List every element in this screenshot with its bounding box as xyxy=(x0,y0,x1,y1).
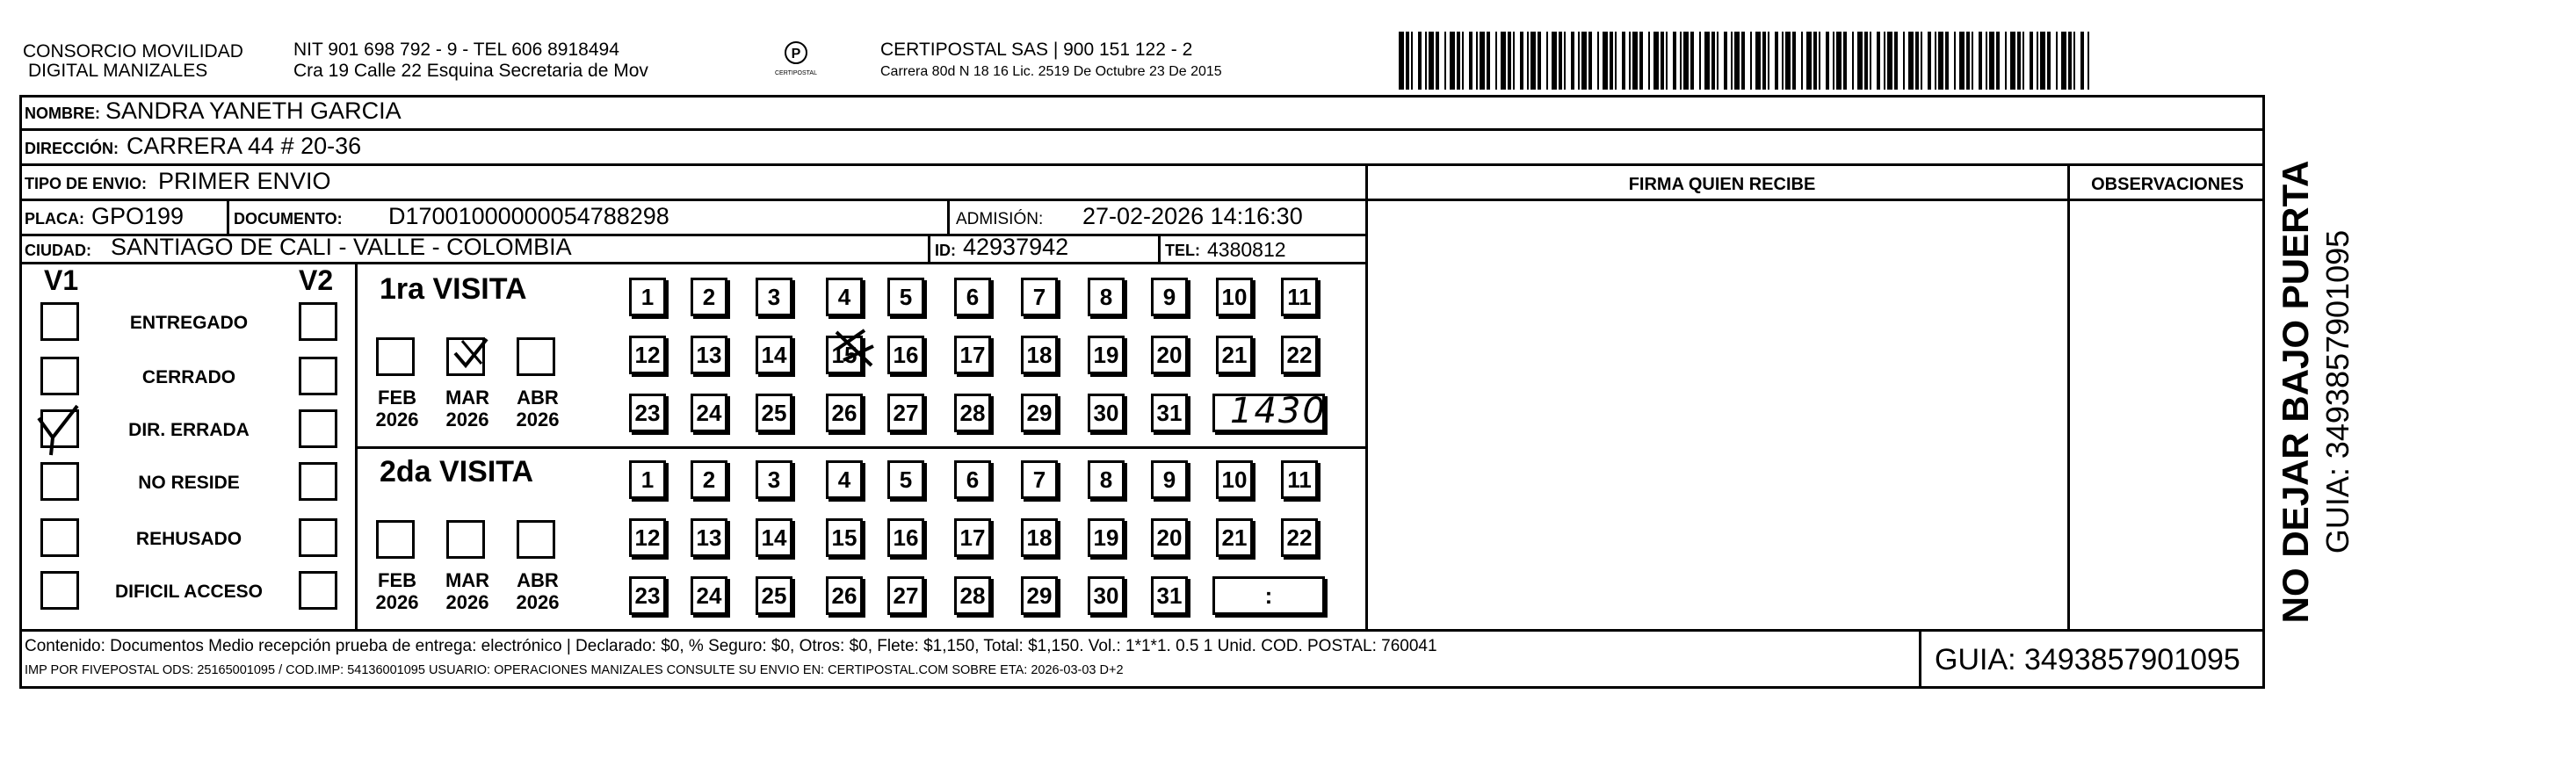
documento-value: D17001000000054788298 xyxy=(388,203,669,229)
v1-checkbox[interactable] xyxy=(40,462,79,501)
v2-checkbox[interactable] xyxy=(299,462,337,501)
second-visit-day-box[interactable]: 18 xyxy=(1021,518,1058,557)
first-visit-month-checkbox[interactable] xyxy=(517,337,555,376)
month-year: 2026 xyxy=(516,409,560,431)
first-visit-day-box[interactable]: 27 xyxy=(887,394,924,432)
nombre-label: NOMBRE: xyxy=(25,105,100,122)
second-visit-day-box[interactable]: 17 xyxy=(954,518,991,557)
first-visit-day-box[interactable]: 24 xyxy=(691,394,727,432)
first-visit-day-box[interactable]: 29 xyxy=(1021,394,1058,432)
second-visit-day-box[interactable]: 13 xyxy=(691,518,727,557)
second-visit-day-box[interactable]: 5 xyxy=(887,460,924,499)
first-visit-day-box[interactable]: 22 xyxy=(1281,336,1318,374)
month-name: MAR xyxy=(445,569,490,591)
status-label: CERRADO xyxy=(141,367,236,387)
first-visit-day-box[interactable]: 23 xyxy=(629,394,666,432)
second-visit-day-box[interactable]: 7 xyxy=(1021,460,1058,499)
second-visit-day-box[interactable]: 12 xyxy=(629,518,666,557)
second-visit-time-box[interactable]: : xyxy=(1212,576,1325,615)
first-visit-day-box[interactable]: 31 xyxy=(1151,394,1188,432)
admision-label: ADMISIÓN: xyxy=(956,210,1044,228)
first-visit-month-label xyxy=(503,387,573,431)
address-line: Cra 19 Calle 22 Esquina Secretaria de Mov xyxy=(293,61,648,81)
direccion-value: CARRERA 44 # 20-36 xyxy=(127,133,362,159)
company-name: CONSORCIO MOVILIDAD xyxy=(23,41,243,61)
tipo-envio-label: TIPO DE ENVIO: xyxy=(25,175,148,192)
footer-guia: GUIA: 3493857901095 xyxy=(1935,643,2240,676)
first-visit-day-box[interactable]: 21 xyxy=(1216,336,1253,374)
admision-value: 27-02-2026 14:16:30 xyxy=(1082,203,1303,229)
v1-checkbox[interactable] xyxy=(40,357,79,395)
first-visit-day-box[interactable]: 17 xyxy=(954,336,991,374)
first-visit-title: 1ra VISITA xyxy=(380,272,527,306)
logo-icon xyxy=(770,37,822,90)
second-visit-title: 2da VISITA xyxy=(380,455,534,488)
first-visit-day-box[interactable]: 9 xyxy=(1151,278,1188,316)
status-label: NO RESIDE xyxy=(138,473,240,493)
month-year: 2026 xyxy=(445,591,489,614)
second-visit-month-checkbox[interactable] xyxy=(446,520,485,559)
ciudad-value: SANTIAGO DE CALI - VALLE - COLOMBIA xyxy=(111,234,572,260)
handwritten-check-mar xyxy=(446,330,496,376)
first-visit-month-label xyxy=(362,387,432,431)
second-visit-day-box[interactable]: 20 xyxy=(1151,518,1188,557)
v1-checkbox[interactable] xyxy=(40,571,79,610)
month-name: ABR xyxy=(517,569,559,591)
second-visit-day-box[interactable]: 21 xyxy=(1216,518,1253,557)
second-visit-day-box[interactable]: 23 xyxy=(629,576,666,615)
month-year: 2026 xyxy=(375,409,419,431)
ciudad-label: CIUDAD: xyxy=(25,242,91,259)
first-visit-day-box[interactable]: 30 xyxy=(1088,394,1125,432)
courier-address: Carrera 80d N 18 16 Lic. 2519 De Octubre 23 De 2015 xyxy=(880,64,1222,79)
placa-label: PLACA: xyxy=(25,210,84,228)
month-name: MAR xyxy=(445,387,490,409)
v2-checkbox[interactable] xyxy=(299,571,337,610)
courier-line: CERTIPOSTAL SAS | 900 151 122 - 2 xyxy=(880,40,1193,60)
second-visit-day-box[interactable]: 16 xyxy=(887,518,924,557)
first-visit-day-box[interactable]: 6 xyxy=(954,278,991,316)
month-name: FEB xyxy=(378,569,416,591)
second-visit-day-box[interactable]: 31 xyxy=(1151,576,1188,615)
month-year: 2026 xyxy=(445,409,489,431)
second-visit-day-box[interactable]: 11 xyxy=(1281,460,1318,499)
first-visit-day-box[interactable]: 19 xyxy=(1088,336,1125,374)
status-label: REHUSADO xyxy=(135,529,242,549)
first-visit-day-box[interactable]: 26 xyxy=(826,394,863,432)
nombre-value: SANDRA YANETH GARCIA xyxy=(105,98,402,124)
month-year: 2026 xyxy=(375,591,419,614)
second-visit-day-box[interactable]: 2 xyxy=(691,460,727,499)
nit-line: NIT 901 698 792 - 9 - TEL 606 8918494 xyxy=(293,40,619,60)
second-visit-day-box[interactable]: 3 xyxy=(756,460,792,499)
month-name: FEB xyxy=(378,387,416,409)
second-visit-month-label xyxy=(432,569,503,614)
first-visit-day-box[interactable]: 15 xyxy=(826,336,863,374)
barcode xyxy=(1399,32,2091,90)
v1-checkbox[interactable] xyxy=(40,518,79,557)
v2-checkbox[interactable] xyxy=(299,518,337,557)
month-year: 2026 xyxy=(516,591,560,614)
second-visit-day-box[interactable]: 30 xyxy=(1088,576,1125,615)
second-visit-day-box[interactable]: 29 xyxy=(1021,576,1058,615)
v2-checkbox[interactable] xyxy=(299,409,337,448)
tel-label: TEL: xyxy=(1165,242,1200,259)
second-visit-day-box[interactable]: 24 xyxy=(691,576,727,615)
direccion-label: DIRECCIÓN: xyxy=(25,140,119,157)
second-visit-day-box[interactable]: 10 xyxy=(1216,460,1253,499)
tel-value: 4380812 xyxy=(1207,238,1286,261)
second-visit-day-box[interactable]: 26 xyxy=(826,576,863,615)
v1-checkbox[interactable] xyxy=(40,302,79,341)
first-visit-day-box[interactable]: 3 xyxy=(756,278,792,316)
second-visit-day-box[interactable]: 15 xyxy=(826,518,863,557)
second-visit-day-box[interactable]: 22 xyxy=(1281,518,1318,557)
v1-label: V1 xyxy=(44,264,79,296)
second-visit-day-box[interactable]: 25 xyxy=(756,576,792,615)
first-visit-day-box[interactable]: 13 xyxy=(691,336,727,374)
first-visit-day-box[interactable]: 2 xyxy=(691,278,727,316)
second-visit-month-label xyxy=(503,569,573,614)
first-visit-month-checkbox[interactable] xyxy=(376,337,415,376)
second-visit-day-box[interactable]: 1 xyxy=(629,460,666,499)
observaciones-header: OBSERVACIONES xyxy=(2091,175,2244,194)
v2-label: V2 xyxy=(299,264,334,296)
side-guia: GUIA: 3493857901095 xyxy=(2319,229,2355,554)
documento-label: DOCUMENTO: xyxy=(234,210,343,228)
second-visit-month-checkbox[interactable] xyxy=(517,520,555,559)
first-visit-day-box[interactable]: 10 xyxy=(1216,278,1253,316)
first-visit-day-box[interactable]: 4 xyxy=(826,278,863,316)
first-visit-day-box[interactable]: 5 xyxy=(887,278,924,316)
status-label: ENTREGADO xyxy=(129,313,249,333)
first-visit-day-box[interactable]: 11 xyxy=(1281,278,1318,316)
first-visit-day-box[interactable]: 20 xyxy=(1151,336,1188,374)
second-visit-day-box[interactable]: 28 xyxy=(954,576,991,615)
tipo-envio-value: PRIMER ENVIO xyxy=(158,168,331,194)
id-label: ID: xyxy=(935,242,956,259)
placa-value: GPO199 xyxy=(91,203,185,229)
second-visit-month-label xyxy=(362,569,432,614)
second-visit-day-box[interactable]: 8 xyxy=(1088,460,1125,499)
second-visit-day-box[interactable]: 6 xyxy=(954,460,991,499)
first-visit-day-box[interactable]: 25 xyxy=(756,394,792,432)
id-value: 42937942 xyxy=(963,234,1069,260)
v2-checkbox[interactable] xyxy=(299,357,337,395)
first-visit-day-box[interactable]: 18 xyxy=(1021,336,1058,374)
second-visit-day-box[interactable]: 27 xyxy=(887,576,924,615)
side-panel xyxy=(2267,95,2363,689)
second-visit-day-box[interactable]: 19 xyxy=(1088,518,1125,557)
first-visit-day-box[interactable]: 7 xyxy=(1021,278,1058,316)
handwritten-check-dir-errada xyxy=(33,402,86,459)
status-label: DIFICIL ACCESO xyxy=(114,582,263,602)
v2-checkbox[interactable] xyxy=(299,302,337,341)
second-visit-day-box[interactable]: 14 xyxy=(756,518,792,557)
first-visit-day-box[interactable]: 8 xyxy=(1088,278,1125,316)
logo-text: CERTIPOSTAL xyxy=(775,70,817,76)
first-visit-day-box[interactable]: 12 xyxy=(629,336,666,374)
footer-imp: IMP POR FIVEPOSTAL ODS: 25165001095 / COD.IMP: 54136001095 USUARIO: OPERACIONES MANIZALES CONSULTE SU ENVIO EN: CERTIPOSTAL.COM SOBRE ETA: 2026-03-03 D+2 xyxy=(25,663,1124,677)
second-visit-month-checkbox[interactable] xyxy=(376,520,415,559)
second-visit-day-box[interactable]: 4 xyxy=(826,460,863,499)
no-dejar-warning: NO DEJAR BAJO PUERTA xyxy=(2275,160,2316,624)
status-label: DIR. ERRADA xyxy=(128,420,250,440)
first-visit-day-box[interactable]: 16 xyxy=(887,336,924,374)
first-visit-day-box[interactable]: 28 xyxy=(954,394,991,432)
svg-text:P: P xyxy=(791,47,801,61)
second-visit-day-box[interactable]: 9 xyxy=(1151,460,1188,499)
first-visit-day-box[interactable]: 14 xyxy=(756,336,792,374)
handwritten-mark-day15 xyxy=(829,323,880,374)
firma-header: FIRMA QUIEN RECIBE xyxy=(1628,175,1816,194)
first-visit-month-label xyxy=(432,387,503,431)
footer-contenido: Contenido: Documentos Medio recepción prueba de entrega: electrónico | Declarado: $0, % Seguro: $0, Otros: $0, Flete: $1,150, Total: $1,150. Vol.: 1*1*1. 0.5 1 Unid. COD. POSTAL: 760041 xyxy=(25,637,1437,655)
company-name-line2: DIGITAL MANIZALES xyxy=(28,61,208,81)
month-name: ABR xyxy=(517,387,559,409)
handwritten-time: 1430 xyxy=(1230,391,1327,431)
certipostal-logo xyxy=(770,37,822,90)
first-visit-day-box[interactable]: 1 xyxy=(629,278,666,316)
